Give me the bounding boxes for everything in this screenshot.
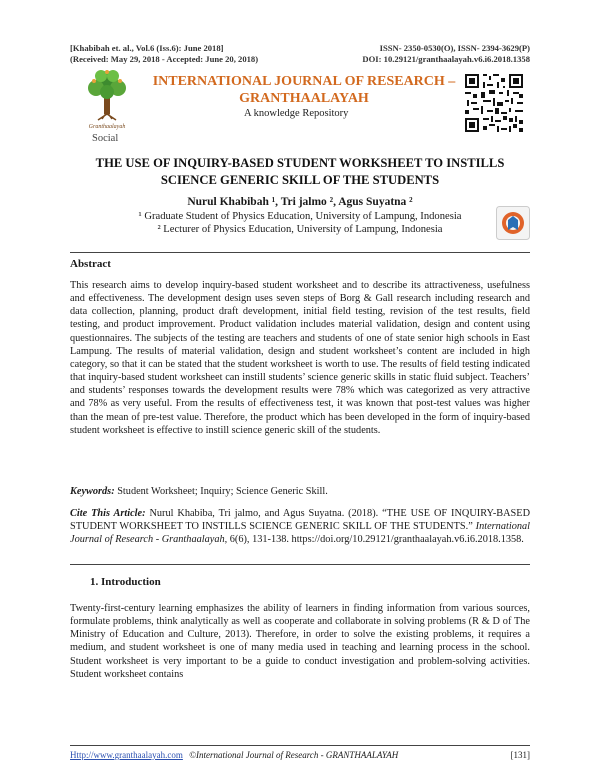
logo-caption: Granthaalayah xyxy=(88,124,126,130)
issn-header: ISSN- 2350-0530(O), ISSN- 2394-3629(P) xyxy=(379,43,530,53)
cite-label: Cite This Article: xyxy=(70,508,146,519)
affiliation-2: ² Lecturer of Physics Education, University of Lampung, Indonesia xyxy=(157,224,443,235)
footer-url-link[interactable]: Http://www.granthaalayah.com xyxy=(70,750,183,760)
abstract-top-rule xyxy=(70,252,530,253)
qr-code-icon xyxy=(463,72,525,134)
keywords-text: Student Worksheet; Inquiry; Science Generic Skill. xyxy=(117,486,328,497)
keywords-line xyxy=(70,486,328,497)
abstract-paragraph: This research aims to develop inquiry-based student worksheet and to describe its attractiveness, usefulness and effectiveness. The development design uses seven steps of Borg & Gall research including research and data collection, planning, product draft development, initial field testing, revision of the test results, field testing, and product improvement. Product validation includes material validation, design and content using questionnaires. The subjects of the testing are teachers and students of one of state senior high schools in East Lampung. The results of material validation, design and student worksheet’s content are included in high category, so that it can be stated that the student worksheet is worth to use. The results of field testing indicated that inquiry-based student worksheet can instill students’ science generic skills in static fluid subject. Teachers’ and students’ responses towards the development results were 78% which was categorized as very attractive and 78% as very useful. From the results of effectiveness test, it was known that post-test values was higher than the mean of pre-test value. Therefore, the product which has been developed in the form of inquiry-based student worksheet is effective to instill science generic skill of the students. xyxy=(70,280,530,436)
authors: Nurul Khabibah ¹, Tri jalmo ², Agus Suyatna ² xyxy=(187,196,413,208)
abstract-text xyxy=(70,279,530,437)
paper-title-line1: THE USE OF INQUIRY-BASED STUDENT WORKSHEET TO INSTILLS xyxy=(95,156,505,170)
footer xyxy=(70,750,530,760)
footer-copyright: ©International Journal of Research - GRANTHAALAYAH xyxy=(189,750,399,760)
journal-name-line2: GRANTHAALAYAH xyxy=(239,91,369,106)
cite-doi[interactable]: 6(6), 131-138. https://doi.org/10.29121/granthaalayah.v6.i6.2018.1358. xyxy=(229,534,524,546)
citation-header: [Khabibah et. al., Vol.6 (Iss.6): June 2018] xyxy=(70,43,224,53)
qr-code xyxy=(463,72,525,134)
footer-rule xyxy=(70,745,530,746)
journal-name-line1: INTERNATIONAL JOURNAL OF RESEARCH – xyxy=(152,74,456,89)
journal-tagline: A knowledge Repository xyxy=(244,108,349,119)
intro-heading: 1. Introduction xyxy=(90,576,161,588)
affiliation-1: ¹ Graduate Student of Physics Education, University of Lampung, Indonesia xyxy=(138,211,462,222)
cite-text: Nurul Khabiba, Tri jalmo, and Agus Suyatna. (2018). “THE USE OF INQUIRY-BASED STUDENT WORKSHEET TO INSTILLS SCIENCE GENERIC SKILL OF THE STUDENTS.” xyxy=(70,508,531,533)
abstract-bottom-rule xyxy=(70,564,530,565)
crossmark-badge[interactable] xyxy=(496,206,530,240)
cite-block xyxy=(70,507,530,546)
journal-logo xyxy=(82,66,132,128)
paper-title xyxy=(60,155,540,189)
keywords-label: Keywords: xyxy=(70,486,115,497)
dates-header: (Received: May 29, 2018 - Accepted: June 20, 2018) xyxy=(70,54,259,64)
cite-journal: International Journal of Research - Granthaalayah, xyxy=(70,521,531,546)
crossmark-icon xyxy=(496,206,530,240)
intro-text xyxy=(70,602,530,681)
intro-paragraph: Twenty-first-century learning emphasizes the ability of learners in finding information from various sources, formulate problems, think analytically as well as cooperate and collaborate in solving problems (R & D of The Ministry of Education and Culture, 2013). Therefore, in order to solve the existing problems, it requires a medium, and student worksheet is one of many media used in teaching and learning process in the school. Student worksheet is very important to be a guide to conduct investigation and problem-solving activities. Student worksheet contains xyxy=(70,603,530,680)
doi-header: DOI: 10.29121/granthaalayah.v6.i6.2018.1358 xyxy=(362,54,530,64)
abstract-heading: Abstract xyxy=(70,258,111,270)
page-number: [131] xyxy=(510,750,530,760)
paper-title-line2: SCIENCE GENERIC SKILL OF THE STUDENTS xyxy=(160,173,440,187)
tree-logo-icon xyxy=(82,66,132,128)
category-label: Social xyxy=(92,133,119,144)
